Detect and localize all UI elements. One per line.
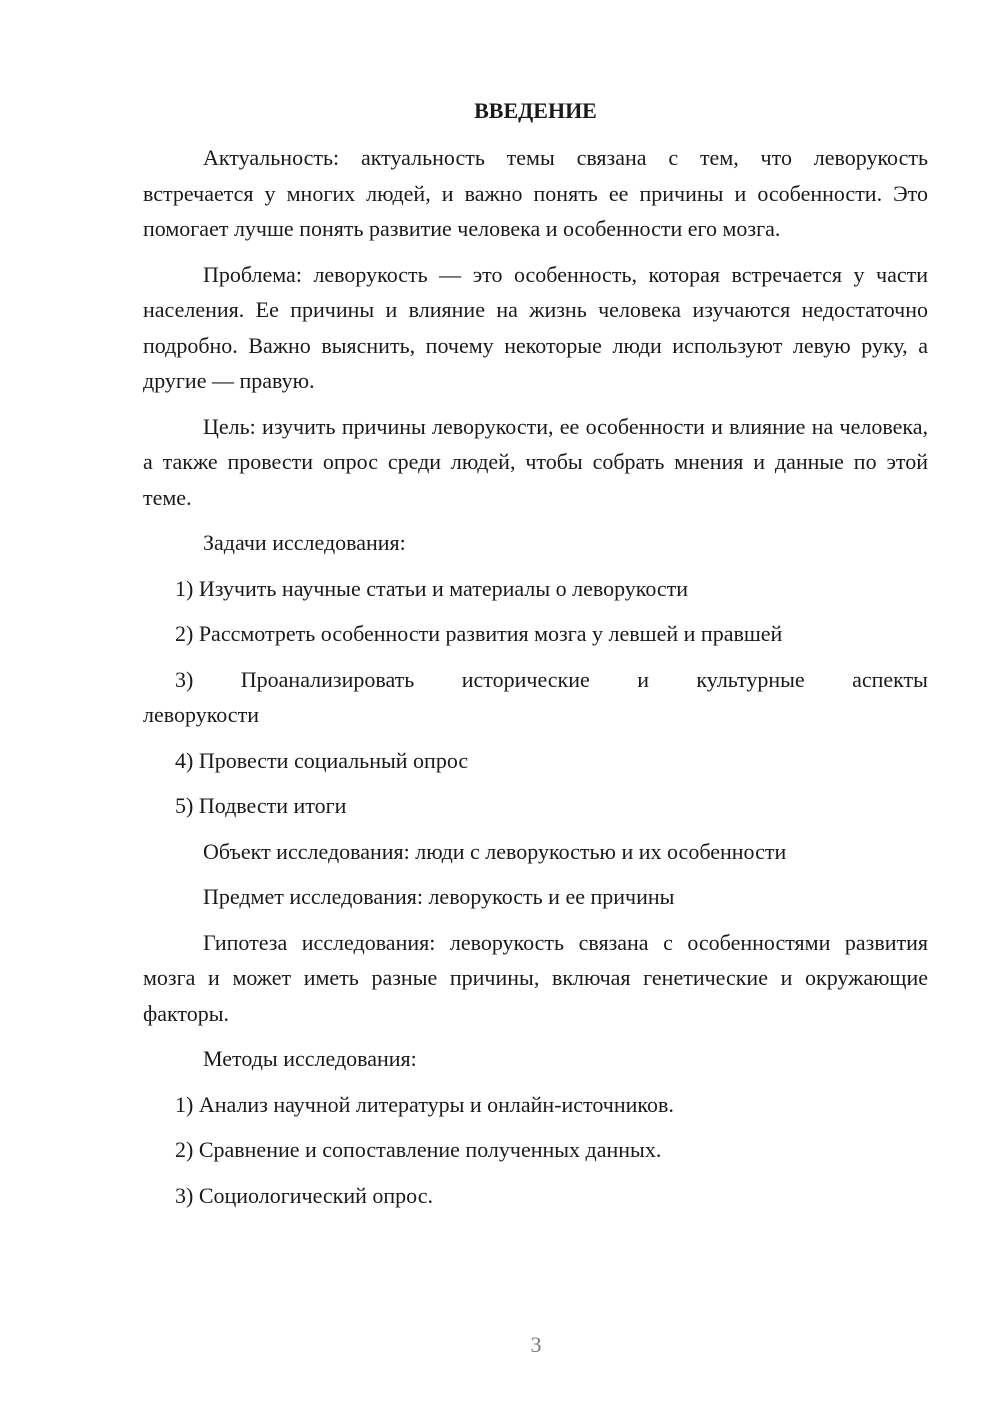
document-body <box>143 140 928 1223</box>
paragraph-goal: Цель: изучить причины леворукости, ее особенности и влияние на человека, а также провести опрос среди людей, чтобы собрать мнения и данные по этой теме. <box>143 413 928 510</box>
method-item-3: 3) Социологический опрос. <box>175 1182 433 1208</box>
method-item-1: 1) Анализ научной литературы и онлайн-источников. <box>175 1091 674 1117</box>
task-3-word: исторические <box>461 666 590 692</box>
method-item-2: 2) Сравнение и сопоставление полученных данных. <box>175 1137 662 1162</box>
task-item-3 <box>143 662 928 698</box>
paragraph-relevance: Актуальность: актуальность темы связана с тем, что леворукость встречается у многих людей, и важно понять ее причины и особенности. Это помогает лучше понять развитие человека и особенности его мозга. <box>143 145 928 241</box>
task-3-word: 3) <box>175 666 194 692</box>
paragraph-object: Объект исследования: люди с леворукостью и их особенности <box>203 838 787 864</box>
page-number: 3 <box>530 1332 542 1357</box>
paragraph-problem: Проблема: леворукость — это особенность, которая встречается у части населения. Ее причины и влияние на жизнь человека изучаются недостаточно подробно. Важно выяснить, почему некоторые люди используют левую руку, а другие — правую. <box>143 261 928 393</box>
task-3-word: культурные <box>696 666 805 692</box>
task-3-word: Проанализировать <box>240 666 415 692</box>
task-item-3-continuation: леворукости <box>143 702 259 727</box>
task-item-1: 1) Изучить научные статьи и материалы о леворукости <box>175 575 689 601</box>
task-item-2: 2) Рассмотреть особенности развития мозга у левшей и правшей <box>175 621 783 646</box>
task-3-word: и <box>637 666 649 692</box>
tasks-heading: Задачи исследования: <box>203 530 406 555</box>
methods-heading: Методы исследования: <box>203 1046 417 1071</box>
task-item-4: 4) Провести социальный опрос <box>175 747 469 773</box>
paragraph-subject: Предмет исследования: леворукость и ее причины <box>203 884 675 909</box>
task-item-5: 5) Подвести итоги <box>175 793 347 818</box>
paragraph-hypothesis: Гипотеза исследования: леворукость связана с особенностями развития мозга и может иметь разные причины, включая генетические и окружающие факторы. <box>143 929 928 1026</box>
task-3-word: аспекты <box>852 666 928 692</box>
page-title: ВВЕДЕНИЕ <box>474 98 597 123</box>
